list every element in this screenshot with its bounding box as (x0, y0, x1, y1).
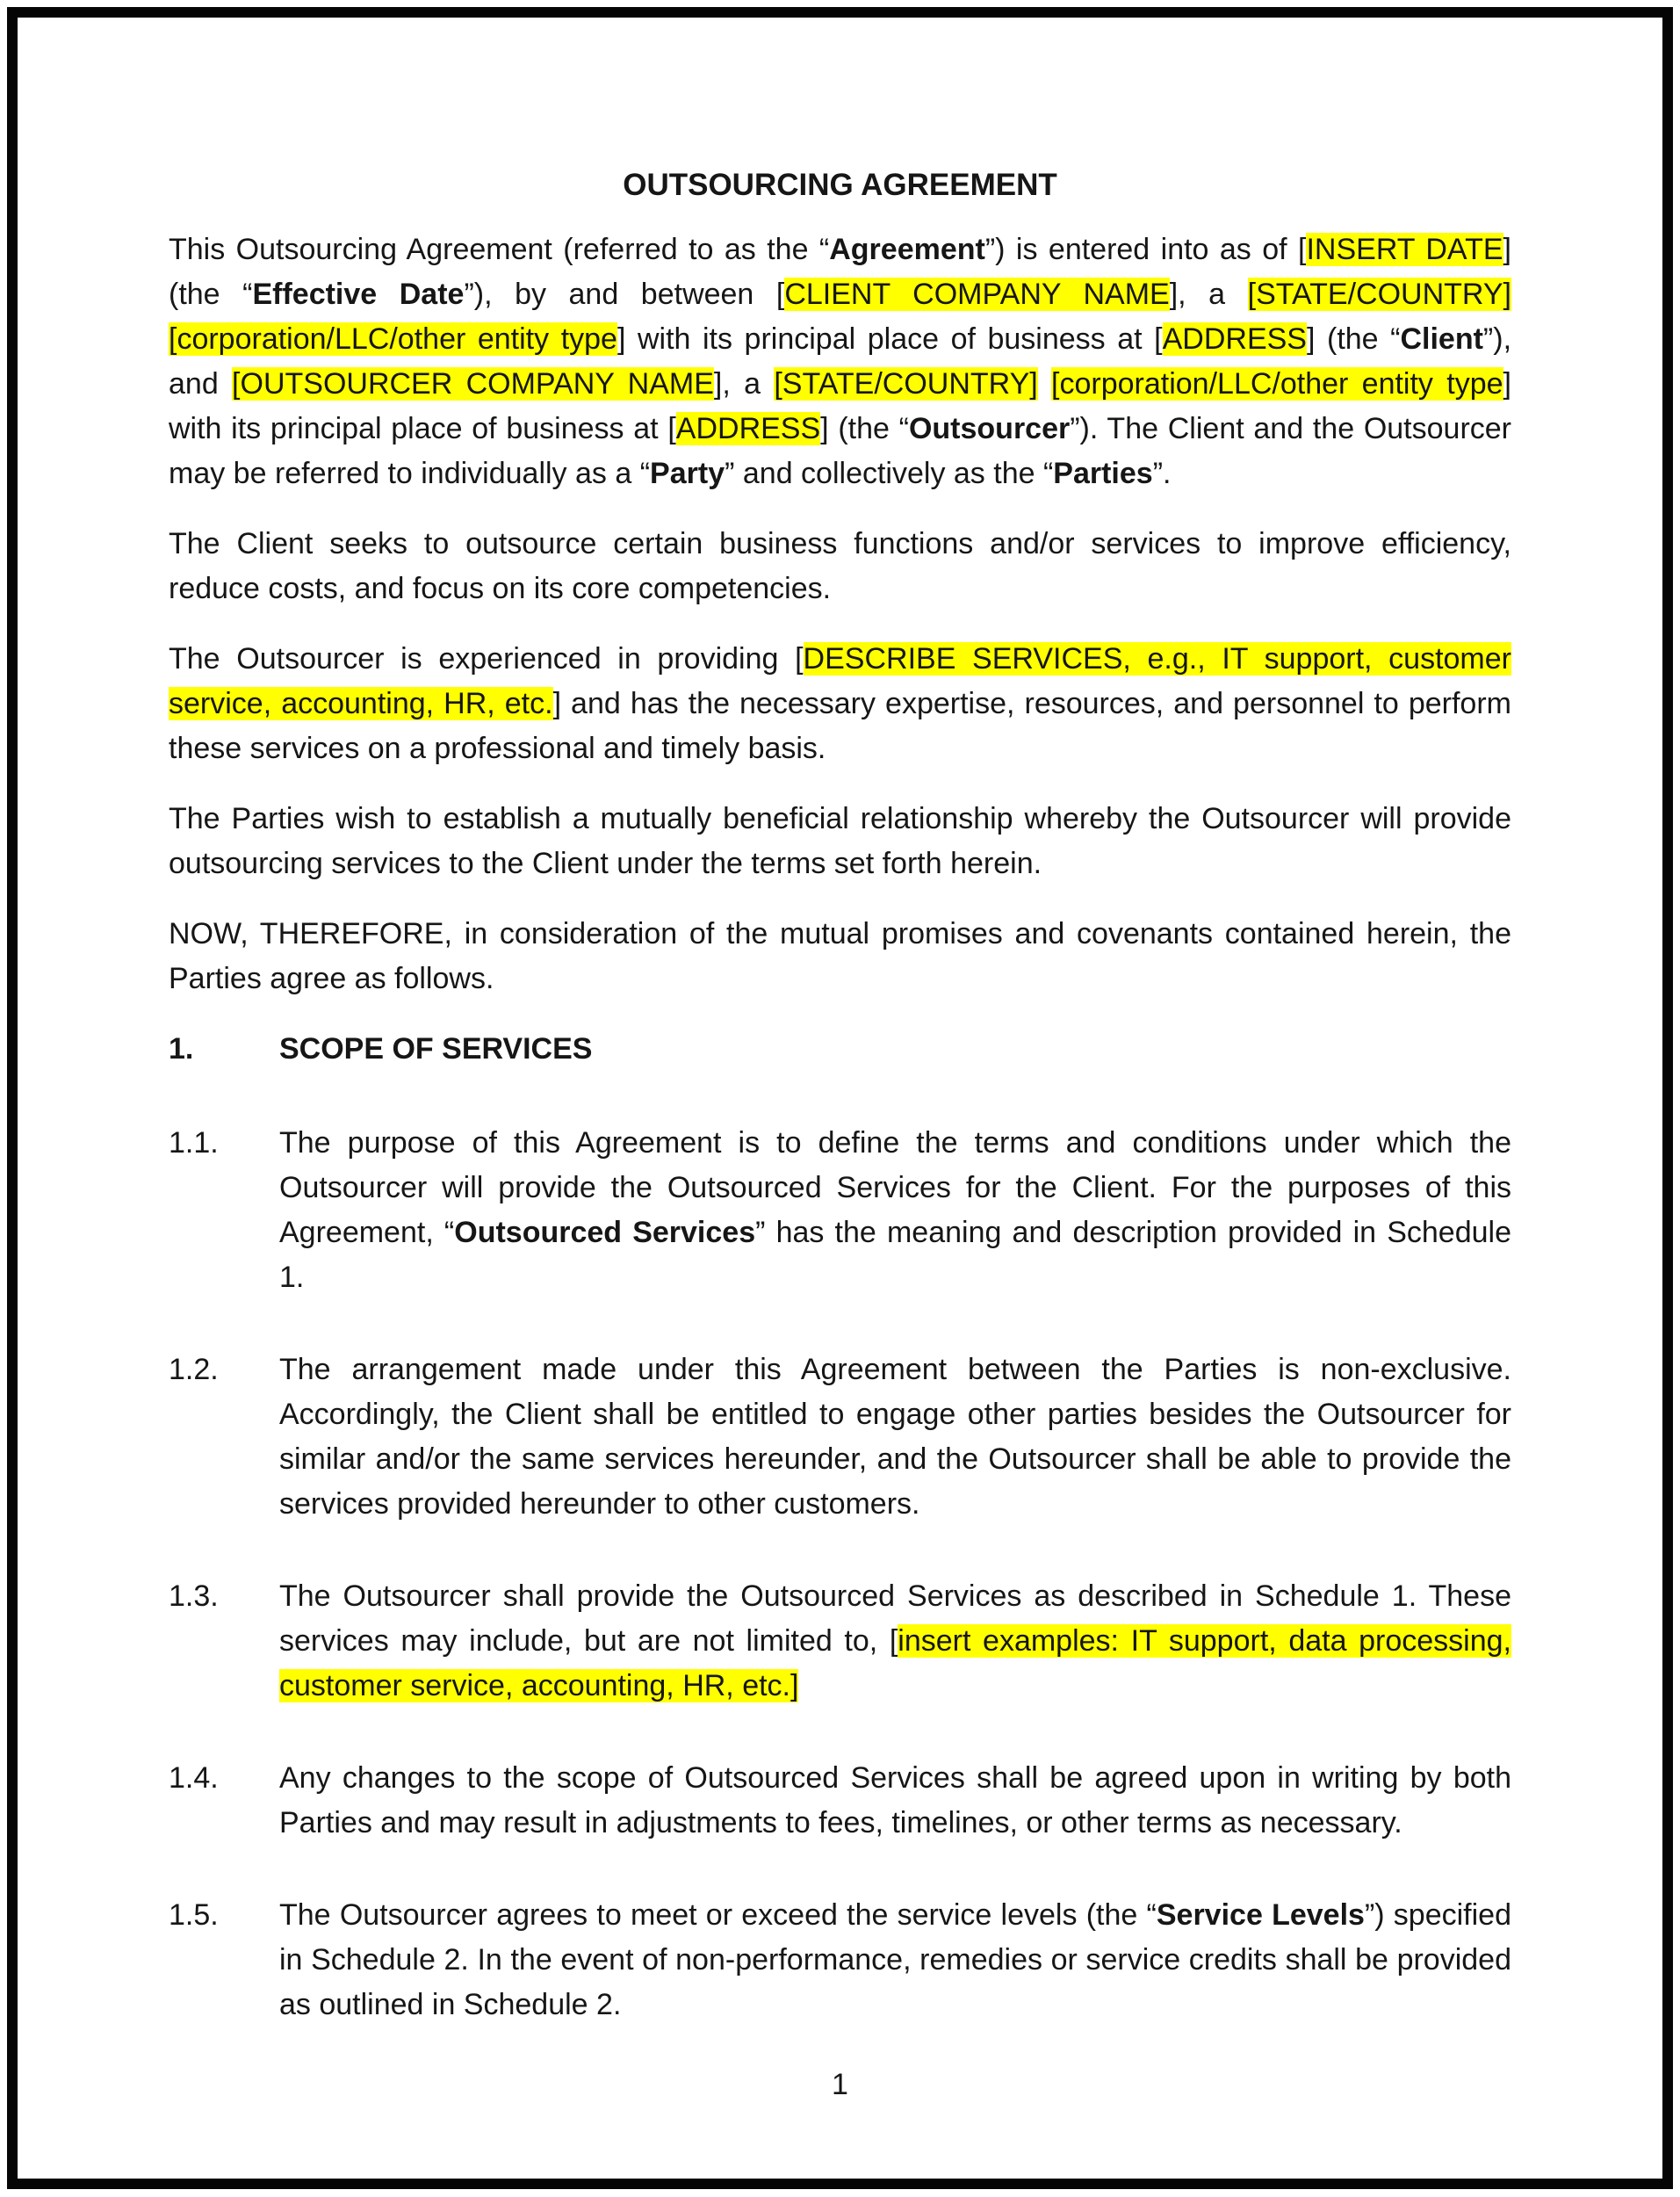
section-heading (169, 1027, 1511, 1072)
clause-number: 1.5. (169, 1898, 219, 1932)
clause-body: The arrangement made under this Agreement between the Parties is non-exclusive. Accordingly, the Client shall be entitled to engage other parties besides the Outsourcer for similar and/or the same services hereunder, and the Outsourcer shall be able to provide the services provided hereunder to other customers. (279, 1353, 1511, 1521)
intro-paragraph-4: The Parties wish to establish a mutually beneficial relationship whereby the Outsourcer will provide outsourcing services to the Client under the terms set forth herein. (169, 802, 1511, 880)
clause-1-4 (169, 1756, 1511, 1846)
section-heading-label: SCOPE OF SERVICES (279, 1032, 593, 1066)
clause-body: Any changes to the scope of Outsourced Services shall be agreed upon in writing by both Parties and may result in adjustments to fees, timelines, or other terms as necessary. (279, 1761, 1511, 1839)
clause-1-2 (169, 1348, 1511, 1527)
intro-paragraph-2: The Client seeks to outsource certain business functions and/or services to improve efficiency, reduce costs, and focus on its core competencies. (169, 527, 1511, 605)
clause-1-1 (169, 1121, 1511, 1300)
document-title: OUTSOURCING AGREEMENT (623, 168, 1057, 202)
intro-paragraph-3: The Outsourcer is experienced in providing [DESCRIBE SERVICES, e.g., IT support, customer service, accounting, HR, etc.] and has the necessary expertise, resources, and personnel to perform these services on a professional and timely basis. (169, 642, 1511, 765)
intro-paragraph-1: This Outsourcing Agreement (referred to as the “Agreement”) is entered into as of [INSERT DATE] (the “Effective Date”), by and between [CLIENT COMPANY NAME], a [STATE/COUNTRY] [corporation/LLC/other entity type] with its principal place of business at [ADDRESS] (the “Client”), and [OUTSOURCER COMPANY NAME], a [STATE/COUNTRY] [corporation/LLC/other entity type] with its principal place of business at [ADDRESS] (the “Outsourcer”). The Client and the Outsourcer may be referred to individually as a “Party” and collectively as the “Parties”. (169, 233, 1512, 490)
clause-number: 1.3. (169, 1579, 219, 1613)
clause-1-3 (169, 1574, 1511, 1709)
clause-body: The purpose of this Agreement is to define the terms and conditions under which the Outsourcer will provide the Outsourced Services for the Client. For the purposes of this Agreement, “Outsourced Services” has the meaning and description provided in Schedule 1. (279, 1126, 1511, 1294)
document-content (169, 163, 1511, 2075)
clause-body: The Outsourcer shall provide the Outsourced Services as described in Schedule 1. These services may include, but are not limited to, [insert examples: IT support, data processing, customer service, accounting, HR, etc.] (279, 1579, 1511, 1702)
clause-body: The Outsourcer agrees to meet or exceed the service levels (the “Service Levels”) specified in Schedule 2. In the event of non-performance, remedies or service credits shall be provided as outlined in Schedule 2. (279, 1898, 1512, 2021)
clause-number: 1.1. (169, 1126, 219, 1160)
clause-number: 1.2. (169, 1353, 219, 1386)
intro-paragraph-5: NOW, THEREFORE, in consideration of the mutual promises and covenants contained herein, the Parties agree as follows. (169, 917, 1511, 995)
clause-number: 1.4. (169, 1761, 219, 1795)
page-number: 1 (832, 2068, 848, 2101)
clause-1-5 (169, 1893, 1511, 2027)
section-number: 1. (169, 1032, 194, 1066)
